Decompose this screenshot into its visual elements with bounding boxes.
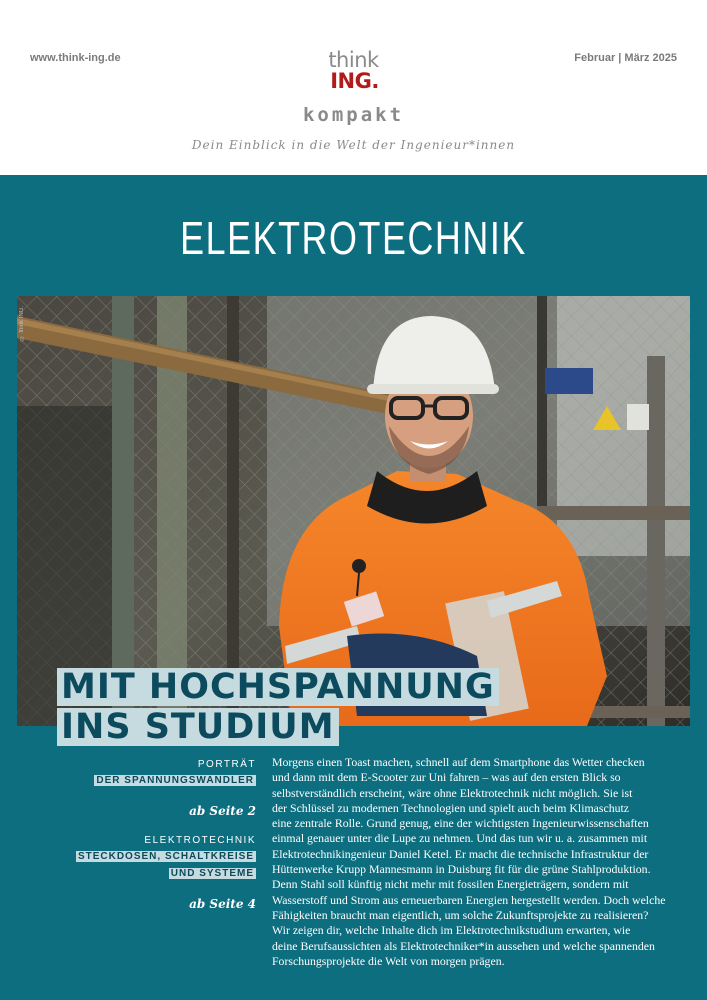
cover-main xyxy=(0,175,707,1000)
headline-line-1: MIT HOCHSPANNUNG xyxy=(57,668,499,706)
toc-category: PORTRÄT xyxy=(197,759,256,770)
toc-item-portraet[interactable] xyxy=(60,758,256,818)
logo-kompakt-text: kompakt xyxy=(302,104,405,126)
toc-title: UND SYSTEME xyxy=(170,868,254,879)
photo-credit: © think ING. xyxy=(19,306,25,341)
logo-think-text: think xyxy=(328,48,379,72)
toc-page-ref: ab Seite 2 xyxy=(189,804,256,818)
toc-category: ELEKTROTECHNIK xyxy=(144,835,256,846)
table-of-contents xyxy=(60,758,256,911)
issue-date: Februar | März 2025 xyxy=(574,52,677,64)
tagline: Dein Einblick in die Welt der Ingenieur*innen xyxy=(191,138,516,152)
headline-line-2: INS STUDIUM xyxy=(57,708,339,746)
toc-title: STECKDOSEN, SCHALTKREISE xyxy=(77,851,254,862)
cover-headline xyxy=(57,668,499,746)
logo-ing-text: ING. xyxy=(330,69,379,93)
intro-text xyxy=(272,755,684,969)
toc-item-elektrotechnik[interactable] xyxy=(60,834,256,911)
section-title: ELEKTROTECHNIK xyxy=(180,212,527,264)
toc-title: DER SPANNUNGSWANDLER xyxy=(96,775,254,786)
header xyxy=(0,0,707,175)
engineer-photo-illustration xyxy=(17,296,690,726)
website-url[interactable]: www.think-ing.de xyxy=(30,52,121,64)
toc-page-ref: ab Seite 4 xyxy=(189,897,256,911)
cover-photo xyxy=(17,296,690,726)
intro-paragraph: Morgens einen Toast machen, schnell auf dem Smartphone das Wetter checken und dann mit dem E-Scooter zur Uni fahren – was auf den ersten Blick so selbstverständlich erscheint, wäre ohne Elektrotechnik nicht möglich. Sie ist der Schlüssel zu modernen Technologien und spielt auch beim Klimaschutz eine zentrale Rolle. Grund genug, eine der wichtigsten Ingenieurwissenschaften einmal genauer unter die Lupe zu nehmen. Und das tun wir u. a. zusammen mit Elektrotechnikingenieur Daniel Ketel. Er macht die technische Infrastruktur der Hüttenwerke Krupp Mannesmann in Duisburg fit für die grüne Stahlproduktion. Denn Stahl soll künftig nicht mehr mit fossilen Energieträgern, sondern mit Wasserstoff und Strom aus erneuerbaren Energien hergestellt werden. Doch welche Fähigkeiten braucht man eigentlich, um solche Zukunftsprojekte zu realisieren? Wir zeigen dir, welche Inhalte dich im Elektrotechnikstudium erwarten, wie deine Berufsaussichten als Elektrotechniker*in aussehen und welche spannenden Forschungsprojekte die Welt von morgen prägen. xyxy=(272,755,666,968)
